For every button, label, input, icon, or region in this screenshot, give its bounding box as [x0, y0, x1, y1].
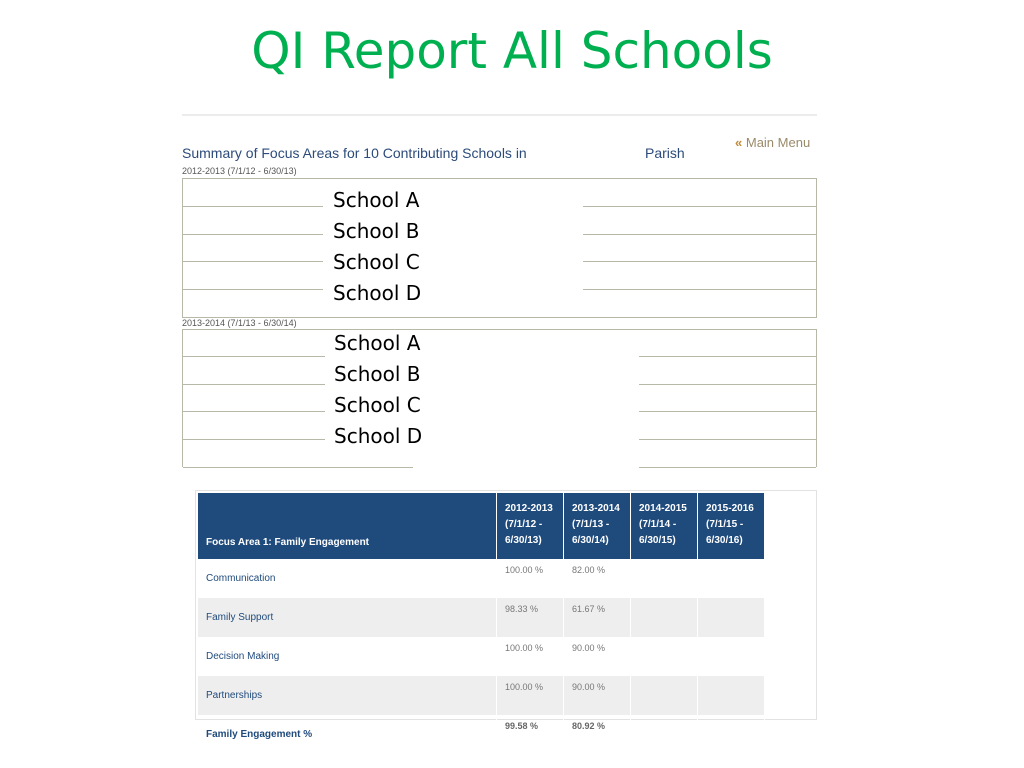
divider [639, 467, 816, 468]
school-name: School B [334, 362, 421, 386]
value-cell: 90.00 % [564, 676, 631, 715]
summary-heading: Summary of Focus Areas for 10 Contributing Schools in [182, 145, 527, 161]
parish-label: Parish [645, 145, 685, 161]
table-row [198, 598, 765, 637]
year-header: 2012-2013 (7/1/12 - 6/30/13) [497, 493, 564, 559]
period-label-2013-2014: 2013-2014 (7/1/13 - 6/30/14) [182, 318, 297, 328]
main-menu-label: Main Menu [745, 135, 811, 150]
value-cell [698, 637, 765, 676]
school-name: School A [333, 188, 420, 212]
value-cell: 99.58 % [497, 715, 564, 754]
table-row [198, 637, 765, 676]
row-label: Partnerships [198, 676, 497, 715]
divider [583, 234, 816, 235]
school-name: School C [333, 250, 420, 274]
row-label: Decision Making [198, 637, 497, 676]
divider [183, 289, 323, 290]
value-cell: 82.00 % [564, 559, 631, 598]
divider [183, 467, 413, 468]
school-name: School C [334, 393, 421, 417]
table-row [198, 676, 765, 715]
value-cell: 98.33 % [497, 598, 564, 637]
main-menu-link[interactable] [735, 135, 810, 150]
value-cell [631, 598, 698, 637]
school-name: School A [334, 331, 421, 355]
divider [183, 261, 323, 262]
value-cell [698, 715, 765, 754]
focus-area-panel [195, 490, 817, 740]
double-chevron-left-icon: « [735, 135, 743, 150]
divider [183, 384, 325, 385]
focus-area-table [198, 493, 765, 754]
divider [639, 439, 816, 440]
value-cell [698, 559, 765, 598]
divider [583, 261, 816, 262]
divider [183, 234, 323, 235]
divider [639, 384, 816, 385]
divider [183, 411, 325, 412]
period-label-2012-2013: 2012-2013 (7/1/12 - 6/30/13) [182, 166, 297, 176]
value-cell: 80.92 % [564, 715, 631, 754]
school-name: School D [333, 281, 422, 305]
table-header-row [198, 493, 765, 559]
school-name: School B [333, 219, 420, 243]
divider [639, 356, 816, 357]
value-cell: 90.00 % [564, 637, 631, 676]
value-cell: 61.67 % [564, 598, 631, 637]
divider [183, 356, 325, 357]
value-cell [698, 676, 765, 715]
year-header: 2015-2016 (7/1/15 - 6/30/16) [698, 493, 765, 559]
value-cell [631, 715, 698, 754]
divider [183, 439, 325, 440]
year-header: 2013-2014 (7/1/13 - 6/30/14) [564, 493, 631, 559]
top-divider [182, 114, 817, 116]
row-label: Communication [198, 559, 497, 598]
value-cell: 100.00 % [497, 559, 564, 598]
divider [583, 206, 816, 207]
focus-area-header: Focus Area 1: Family Engagement [198, 493, 497, 559]
school-name: School D [334, 424, 423, 448]
slide-title: QI Report All Schools [251, 22, 773, 80]
value-cell [631, 559, 698, 598]
value-cell: 100.00 % [497, 676, 564, 715]
value-cell [631, 637, 698, 676]
divider [639, 411, 816, 412]
divider [183, 206, 323, 207]
value-cell: 100.00 % [497, 637, 564, 676]
table-row [198, 559, 765, 598]
year-header: 2014-2015 (7/1/14 - 6/30/15) [631, 493, 698, 559]
row-label: Family Support [198, 598, 497, 637]
period-box-2012-2013 [182, 178, 817, 318]
value-cell [698, 598, 765, 637]
divider [583, 289, 816, 290]
value-cell [631, 676, 698, 715]
period-box-2013-2014 [182, 329, 817, 467]
row-label: Family Engagement % [198, 715, 497, 754]
table-row-total [198, 715, 765, 754]
